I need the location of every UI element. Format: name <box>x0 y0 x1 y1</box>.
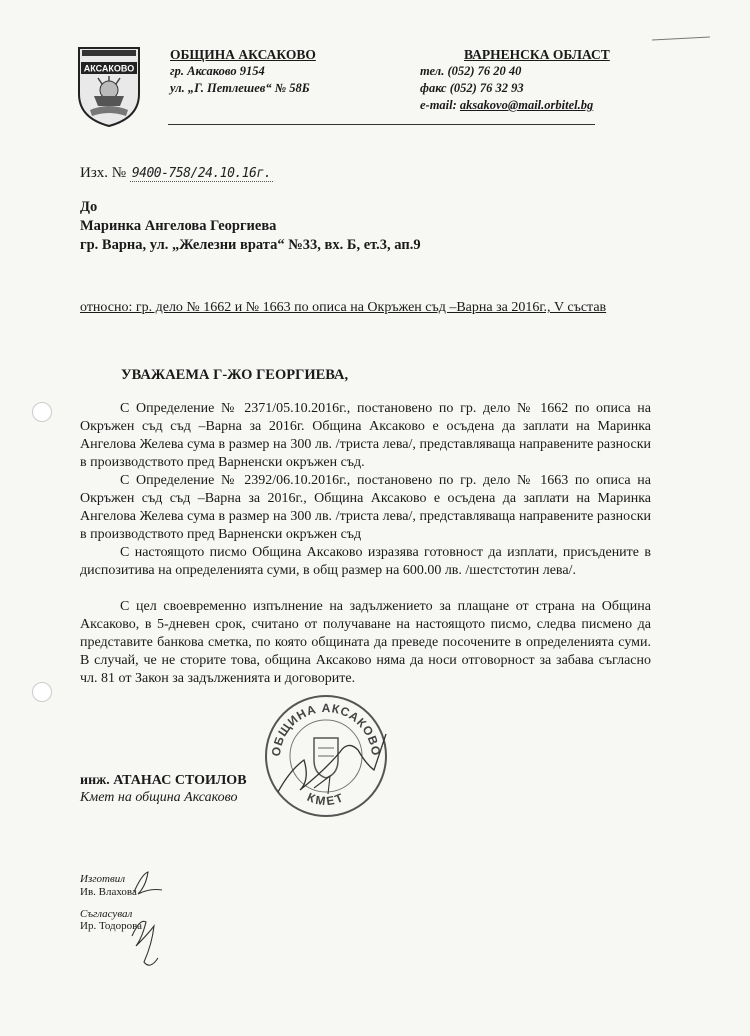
salutation: УВАЖАЕМА Г-ЖО ГЕОРГИЕВА, <box>121 367 349 383</box>
municipality-crest-logo <box>76 44 142 128</box>
contact-block <box>420 46 610 114</box>
recipient-address: гр. Варна, ул. „Железни врата“ №33, вх. Б, ет.3, ап.9 <box>80 237 421 253</box>
header-divider <box>168 124 595 125</box>
paragraph-1: С Определение № 2371/05.10.2016г., постановено по гр. дело № 1662 по описа на Окръжен съд съд –Варна за 2016г. Община Аксаково е осъдена да заплати на Маринка Ангелова Желева сума в размер на 300 лв. /триста лева/, представляваща направените разноски в производството пред Варненски окръжен съд. <box>80 401 651 470</box>
region-name: ВАРНЕНСКА ОБЛАСТ <box>464 47 610 62</box>
agreed-by-label: Съгласувал <box>80 908 133 920</box>
reference-label: Изх. № <box>80 165 127 181</box>
agreed-by-name: Ир. Тодорова <box>80 920 143 932</box>
prepared-by-name: Ив. Влахова <box>80 886 137 898</box>
reference-number: 9400-758/24.10.16г. <box>131 166 272 181</box>
prepared-by-label: Изготвил <box>80 873 126 885</box>
email-link[interactable]: aksakovo@mail.orbitel.bg <box>459 98 594 112</box>
municipality-city: гр. Аксаково 9154 <box>170 64 265 78</box>
paragraph-2: С Определение № 2392/06.10.2016г., постановено по гр. дело № 1663 по описа на Окръжен съд съд –Варна за 2016г., Община Аксаково е осъдена да заплати на Маринка Ангелова Желева сума в размер на 300 лв. /триста лева/, представляваща направените разноски в производството пред Варненски окръжен съд <box>80 473 651 542</box>
phone: тел. (052) 76 20 40 <box>420 64 522 78</box>
stamp-top-text: ОБЩИНА АКСАКОВО <box>268 700 384 758</box>
email-label: e-mail: <box>420 98 460 112</box>
municipality-street: ул. „Г. Петлешев“ № 58Б <box>170 81 310 95</box>
crest-text: АКСАКОВО <box>83 63 135 74</box>
punch-hole <box>32 682 52 702</box>
municipality-address-block <box>170 46 316 97</box>
paragraph-3: С настоящото писмо Община Аксаково изразява готовност да изплати, присъдените в диспозитива на определенията суми, в общ размер на 600.00 лв. /шестстотин лева/. <box>80 545 651 578</box>
pen-mark <box>652 36 710 40</box>
recipient-name: Маринка Ангелова Георгиева <box>80 218 277 234</box>
paragraph-4: С цел своевременно изпълнение на задължението за плащане от страна на Община Аксаково, в 5-дневен срок, считано от получаване на настоящото писмо, следва писмено да представите банкова сметка, по която общината да преведе посочените в определенията суми. В случай, че не сторите това, община Аксаково няма да носи отговорност за забава съгласно чл. 81 от Закон за задълженията и договорите. <box>80 599 651 686</box>
outgoing-reference <box>80 165 273 182</box>
letter-body <box>80 400 651 688</box>
recipient-block <box>80 198 421 255</box>
municipality-name: ОБЩИНА АКСАКОВО <box>170 47 316 62</box>
recipient-to: До <box>80 199 98 215</box>
punch-hole <box>32 402 52 422</box>
stamp-bottom-text: КМЕТ <box>305 789 347 809</box>
handwritten-signature <box>270 730 390 800</box>
signatory-title: Кмет на община Аксаково <box>80 790 238 805</box>
subject-line: относно: гр. дело № 1662 и № 1663 по описа на Окръжен съд –Варна за 2016г., V състав <box>80 300 607 315</box>
signatory-name: инж. АТАНАС СТОИЛОВ <box>80 773 247 788</box>
fax: факс (052) 76 32 93 <box>420 81 524 95</box>
initials-signatures <box>128 866 168 976</box>
